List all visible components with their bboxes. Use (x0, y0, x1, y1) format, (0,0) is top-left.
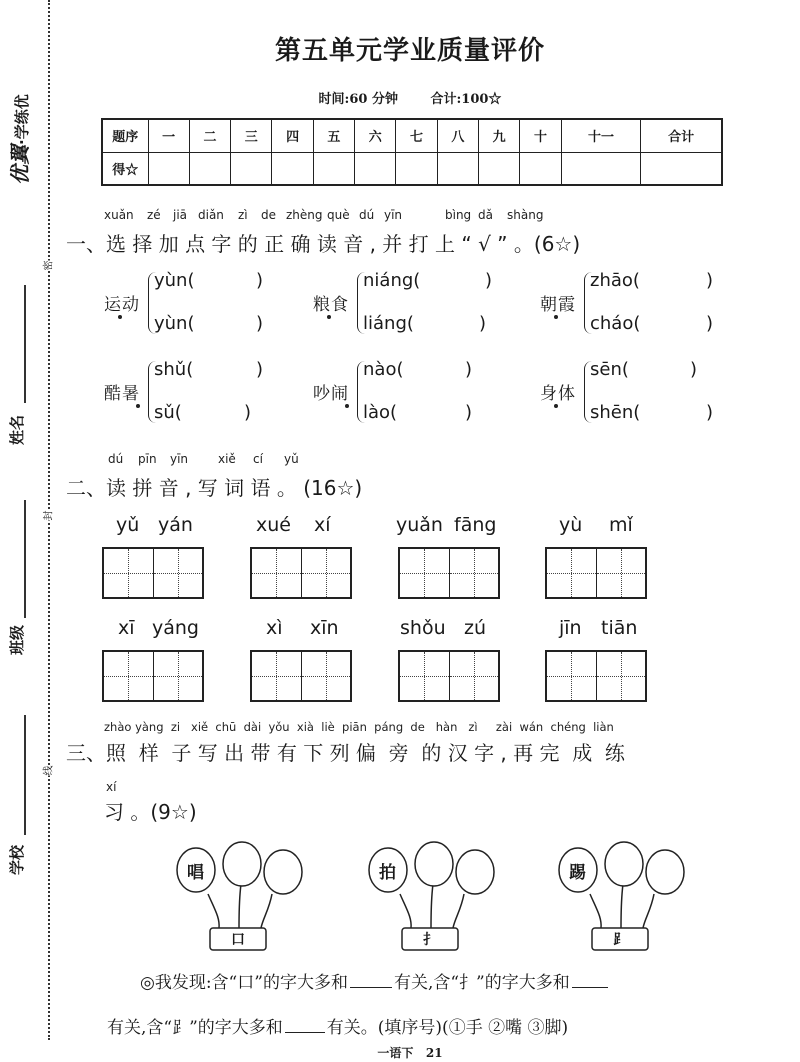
cut-mark-seal: 密 (40, 261, 55, 271)
answer-slot-2[interactable]: ) (244, 402, 252, 423)
row-label-score: 得☆ (102, 152, 148, 185)
emphasis-dot (327, 315, 331, 319)
answer-slot-1[interactable]: ) (706, 270, 714, 291)
answer-slot-2[interactable]: ) (706, 313, 714, 334)
balloon-group-mouth (175, 840, 310, 955)
option-1[interactable]: shǔ( (154, 359, 194, 380)
brand-separator: · (13, 139, 31, 145)
score-cell[interactable] (313, 152, 354, 185)
balloon-group-foot (557, 840, 692, 955)
writing-item (250, 514, 352, 604)
pinyin: dú (108, 452, 124, 466)
total-score: 合计:100☆ (430, 92, 502, 107)
section1-heading: 一、选 择 加 点 字 的 正 确 读 音 , 并 打 上 “ √ ” 。(6☆) (66, 232, 581, 256)
pinyin: pīn (138, 452, 157, 466)
score-cell[interactable] (355, 152, 396, 185)
writing-item (250, 617, 352, 707)
writing-cell[interactable] (104, 549, 153, 597)
writing-item (545, 514, 647, 604)
option-2[interactable]: shēn( (590, 402, 641, 423)
pinyin: jīn (559, 617, 582, 639)
writing-cell[interactable] (153, 549, 203, 597)
pinyin: shàng (507, 208, 544, 222)
writing-cell[interactable] (596, 652, 646, 700)
writing-cell[interactable] (449, 549, 499, 597)
writing-cell[interactable] (252, 549, 301, 597)
emphasis-dot (118, 315, 122, 319)
writing-grid[interactable] (250, 547, 352, 599)
answer-slot-2[interactable]: ) (465, 402, 473, 423)
writing-grid[interactable] (398, 547, 500, 599)
pinyin: yīn (384, 208, 403, 222)
answer-slot-1[interactable]: ) (256, 359, 264, 380)
page-footer: 一语下 21 (377, 1046, 443, 1060)
pinyin: xiě (218, 452, 236, 466)
answer-slot-1[interactable]: ) (256, 270, 264, 291)
school-label: 学校 (8, 844, 26, 875)
col-header: 十 (520, 119, 561, 152)
writing-cell[interactable] (301, 652, 351, 700)
name-field[interactable] (24, 285, 26, 403)
finding-line-1 (140, 968, 610, 993)
pinyin: què (327, 208, 350, 222)
writing-cell[interactable] (596, 549, 646, 597)
writing-item (102, 514, 204, 604)
pinyin: zú (464, 617, 487, 639)
row-label-order: 题序 (102, 119, 148, 152)
pinyin: dú (359, 208, 375, 222)
pinyin: yù (559, 514, 583, 536)
writing-cell[interactable] (104, 652, 153, 700)
option-2[interactable]: liáng( (363, 313, 414, 334)
writing-cell[interactable] (252, 652, 301, 700)
writing-cell[interactable] (153, 652, 203, 700)
answer-slot-2[interactable]: ) (256, 313, 264, 334)
pinyin: yán (158, 514, 193, 536)
writing-item (102, 617, 204, 707)
pinyin: yǔ (284, 452, 299, 466)
pronunciation-item (104, 268, 304, 338)
example-char: 唱 (187, 863, 204, 883)
section1-pinyin (104, 208, 664, 224)
emphasis-dot (136, 404, 140, 408)
score-cell[interactable] (231, 152, 272, 185)
finding-text: 有关,含“⻊”的字大多和 (107, 1018, 283, 1038)
balloon-group-hand (367, 840, 502, 955)
pronunciation-item (313, 268, 513, 338)
pinyin: yuǎn (396, 514, 443, 536)
pinyin: cí (253, 452, 263, 466)
pinyin: tiān (601, 617, 638, 639)
option-1[interactable]: nào( (363, 359, 404, 380)
score-cell[interactable] (272, 152, 313, 185)
answer-slot-2[interactable]: ) (706, 402, 714, 423)
brand-name: 优翼 (8, 145, 32, 185)
brand-subtitle: 学练优 (13, 94, 31, 140)
name-label: 姓名 (8, 414, 26, 445)
word: 酷暑 (104, 384, 140, 404)
option-1[interactable]: zhāo( (590, 270, 640, 291)
pinyin: zhèng (286, 208, 323, 222)
question-number-row (102, 119, 722, 152)
section3-heading-line2: 习 。(9☆) (104, 800, 197, 824)
word: 运动 (104, 295, 140, 315)
writing-grid[interactable] (102, 547, 204, 599)
writing-grid[interactable] (250, 650, 352, 702)
pinyin: zé (147, 208, 161, 222)
pinyin: de (261, 208, 276, 222)
option-2[interactable]: lào( (363, 402, 398, 423)
word: 朝霞 (540, 295, 576, 315)
section2-pinyin (104, 452, 404, 468)
option-2[interactable]: cháo( (590, 313, 641, 334)
answer-slot-1[interactable]: ) (485, 270, 493, 291)
answer-slot-2[interactable]: ) (479, 313, 487, 334)
col-header: 四 (272, 119, 313, 152)
pinyin: shǒu (400, 617, 446, 639)
score-cell[interactable] (520, 152, 561, 185)
option-2[interactable]: sǔ( (154, 402, 182, 423)
col-header: 二 (189, 119, 230, 152)
class-label: 班级 (8, 624, 26, 655)
pinyin: jiā (173, 208, 188, 222)
option-1[interactable]: sēn( (590, 359, 629, 380)
col-header: 七 (396, 119, 437, 152)
word: 身体 (540, 384, 576, 404)
binding-margin (0, 0, 60, 1062)
writing-grid[interactable] (545, 547, 647, 599)
writing-cell[interactable] (301, 549, 351, 597)
score-cell[interactable] (641, 152, 722, 185)
pinyin: xuǎn (104, 208, 134, 222)
pinyin: yīn (170, 452, 189, 466)
answer-slot-1[interactable]: ) (690, 359, 698, 380)
brand-logo (4, 94, 33, 185)
writing-cell[interactable] (400, 549, 449, 597)
score-cell[interactable] (561, 152, 641, 185)
radical-label: ⻊ (613, 932, 627, 948)
section2-heading: 二、读 拼 音 , 写 词 语 。 (16☆) (66, 476, 363, 500)
writing-cell[interactable] (547, 652, 596, 700)
example-char: 拍 (379, 863, 396, 883)
school-field[interactable] (24, 715, 26, 835)
score-cell[interactable] (148, 152, 189, 185)
option-2[interactable]: yùn( (154, 313, 195, 334)
page-title: 第五单元学业质量评价 (274, 36, 545, 66)
cut-mark-envelope: 封 (40, 511, 55, 521)
col-header: 合计 (641, 119, 722, 152)
writing-grid[interactable] (102, 650, 204, 702)
cut-mark-line: 线 (40, 766, 55, 776)
emphasis-dot (554, 315, 558, 319)
pronunciation-item (540, 357, 740, 427)
col-header: 十一 (561, 119, 641, 152)
score-cell[interactable] (479, 152, 520, 185)
col-header: 八 (437, 119, 478, 152)
word: 吵闹 (313, 384, 349, 404)
answer-slot-1[interactable]: ) (465, 359, 473, 380)
section3-heading-line1: 三、照 样 子 写 出 带 有 下 列 偏 旁 的 汉 字 , 再 完 成 练 (66, 741, 625, 765)
col-header: 三 (231, 119, 272, 152)
pronunciation-item (104, 357, 304, 427)
col-header: 一 (148, 119, 189, 152)
pinyin: xì (266, 617, 283, 639)
radical-label: 口 (231, 932, 245, 948)
pinyin: xí (314, 514, 331, 536)
score-cell[interactable] (189, 152, 230, 185)
pinyin: xī (118, 617, 135, 639)
pronunciation-item (313, 357, 513, 427)
writing-item (545, 617, 647, 707)
pinyin: xué (256, 514, 291, 536)
pinyin: mǐ (609, 514, 633, 536)
exam-meta (0, 88, 800, 107)
writing-cell[interactable] (547, 549, 596, 597)
pinyin: fāng (454, 514, 497, 536)
word: 粮食 (313, 295, 349, 315)
section3-pinyin-line2: xí (106, 780, 117, 794)
class-field[interactable] (24, 500, 26, 618)
writing-item (398, 514, 500, 604)
score-cell[interactable] (437, 152, 478, 185)
finding-text: ◎我发现:含“口”的字大多和 (140, 973, 348, 993)
writing-cell[interactable] (400, 652, 449, 700)
answer-blank[interactable] (572, 987, 608, 988)
col-header: 九 (479, 119, 520, 152)
pinyin: yáng (152, 617, 199, 639)
writing-cell[interactable] (449, 652, 499, 700)
score-row (102, 152, 722, 185)
pinyin: dǎ (478, 208, 493, 222)
example-char: 踢 (569, 863, 586, 883)
option-1[interactable]: yùn( (154, 270, 195, 291)
col-header: 六 (355, 119, 396, 152)
pinyin: xīn (310, 617, 339, 639)
answer-blank[interactable] (350, 987, 392, 988)
radical-label: 扌 (423, 932, 437, 948)
score-cell[interactable] (396, 152, 437, 185)
emphasis-dot (345, 404, 349, 408)
pinyin: zì (238, 208, 248, 222)
answer-blank[interactable] (285, 1032, 325, 1033)
section3-pinyin-line1: zhào yàng zi xiě chū dài yǒu xià liè piān páng de hàn zì zài wán chéng liàn (104, 720, 614, 734)
col-header: 五 (313, 119, 354, 152)
emphasis-dot (554, 404, 558, 408)
time-limit: 时间:60 分钟 (318, 92, 398, 107)
option-1[interactable]: niáng( (363, 270, 421, 291)
pinyin: bìng (445, 208, 472, 222)
writing-item (398, 617, 500, 707)
pinyin: yǔ (116, 514, 140, 536)
pinyin: diǎn (198, 208, 224, 222)
pronunciation-item (540, 268, 740, 338)
finding-line-2 (107, 1013, 568, 1038)
score-table (101, 118, 723, 186)
writing-grid[interactable] (398, 650, 500, 702)
writing-grid[interactable] (545, 650, 647, 702)
finding-text: 有关,含“扌”的字大多和 (393, 973, 570, 993)
finding-text: 有关。(填序号)(①手 ②嘴 ③脚) (326, 1018, 569, 1038)
